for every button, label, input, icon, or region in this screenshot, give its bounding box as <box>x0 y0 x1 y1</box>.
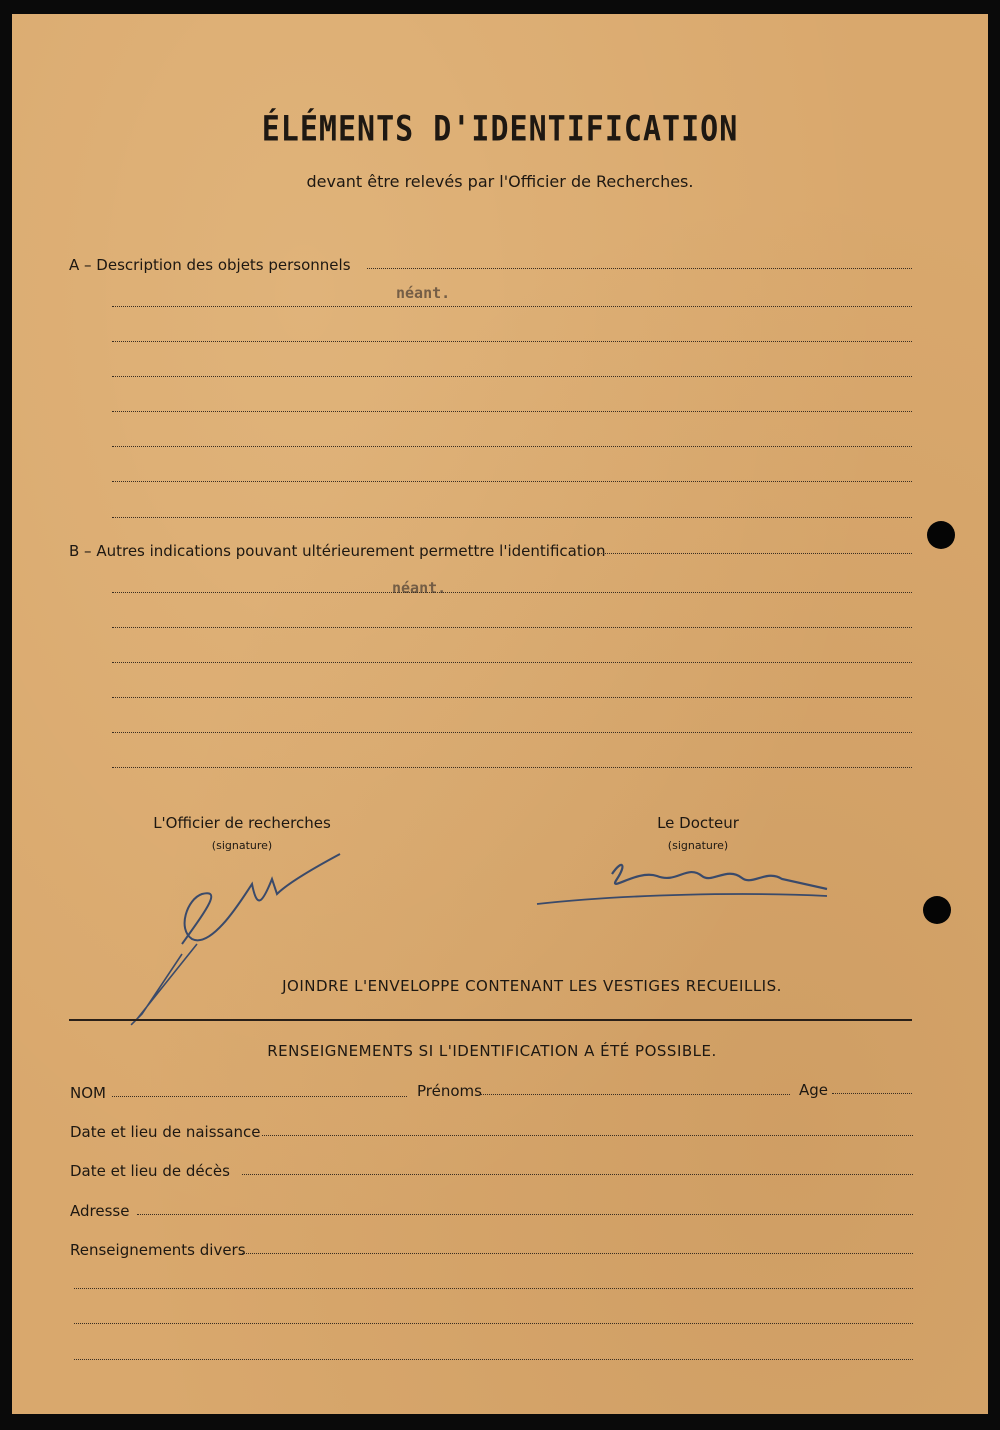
naissance-field[interactable] <box>262 1135 913 1136</box>
prenoms-field[interactable] <box>480 1094 790 1095</box>
form-sheet <box>12 14 988 1414</box>
punch-hole-top <box>927 521 955 549</box>
section-a-line-5[interactable] <box>112 411 912 412</box>
section-a-line-2[interactable] <box>112 306 912 307</box>
officer-sub: (signature) <box>211 839 273 852</box>
divers-field-2[interactable] <box>74 1288 913 1289</box>
section-b-line-1[interactable] <box>597 553 912 554</box>
identification-heading: RENSEIGNEMENTS SI L'IDENTIFICATION A ÉTÉ POSSIBLE. <box>267 1042 717 1060</box>
deces-field[interactable] <box>242 1174 913 1175</box>
prenoms-label: Prénoms <box>417 1082 482 1100</box>
punch-hole-bottom <box>923 896 951 924</box>
page-subtitle: devant être relevés par l'Officier de Recherches. <box>306 172 694 191</box>
section-a-label: A – Description des objets personnels <box>69 256 351 274</box>
section-a-line-6[interactable] <box>112 446 912 447</box>
doctor-signature <box>527 854 837 914</box>
deces-label: Date et lieu de décès <box>70 1162 230 1180</box>
section-b-value: néant. <box>392 579 447 597</box>
section-b-line-3[interactable] <box>112 627 912 628</box>
naissance-label: Date et lieu de naissance <box>70 1123 261 1141</box>
section-b-line-4[interactable] <box>112 662 912 663</box>
divers-field-4[interactable] <box>74 1359 913 1360</box>
section-a-line-8[interactable] <box>112 517 912 518</box>
age-field[interactable] <box>832 1093 912 1094</box>
age-label: Age <box>799 1081 829 1099</box>
section-a-line-7[interactable] <box>112 481 912 482</box>
divers-field-3[interactable] <box>74 1323 913 1324</box>
section-b-line-5[interactable] <box>112 697 912 698</box>
adresse-field[interactable] <box>137 1214 913 1215</box>
section-a-line-4[interactable] <box>112 376 912 377</box>
nom-label: NOM <box>70 1084 106 1102</box>
divers-label: Renseignements divers <box>70 1241 246 1259</box>
officer-label: L'Officier de recherches <box>153 814 331 832</box>
notice-text: JOINDRE L'ENVELOPPE CONTENANT LES VESTIGES RECUEILLIS. <box>282 977 782 995</box>
section-a-line-1[interactable] <box>367 268 912 269</box>
section-b-label: B – Autres indications pouvant ultérieurement permettre l'identification <box>69 542 606 560</box>
doctor-sub: (signature) <box>667 839 729 852</box>
doctor-label: Le Docteur <box>657 814 739 832</box>
page-title: ÉLÉMENTS D'IDENTIFICATION <box>261 109 739 150</box>
section-a-value: néant. <box>396 284 451 302</box>
section-b-line-7[interactable] <box>112 767 912 768</box>
nom-field[interactable] <box>112 1096 407 1097</box>
section-divider <box>69 1019 912 1021</box>
section-b-line-6[interactable] <box>112 732 912 733</box>
divers-field-1[interactable] <box>242 1253 913 1254</box>
adresse-label: Adresse <box>70 1202 130 1220</box>
section-b-line-2[interactable] <box>112 592 912 593</box>
section-a-line-3[interactable] <box>112 341 912 342</box>
officer-signature <box>122 849 362 1029</box>
